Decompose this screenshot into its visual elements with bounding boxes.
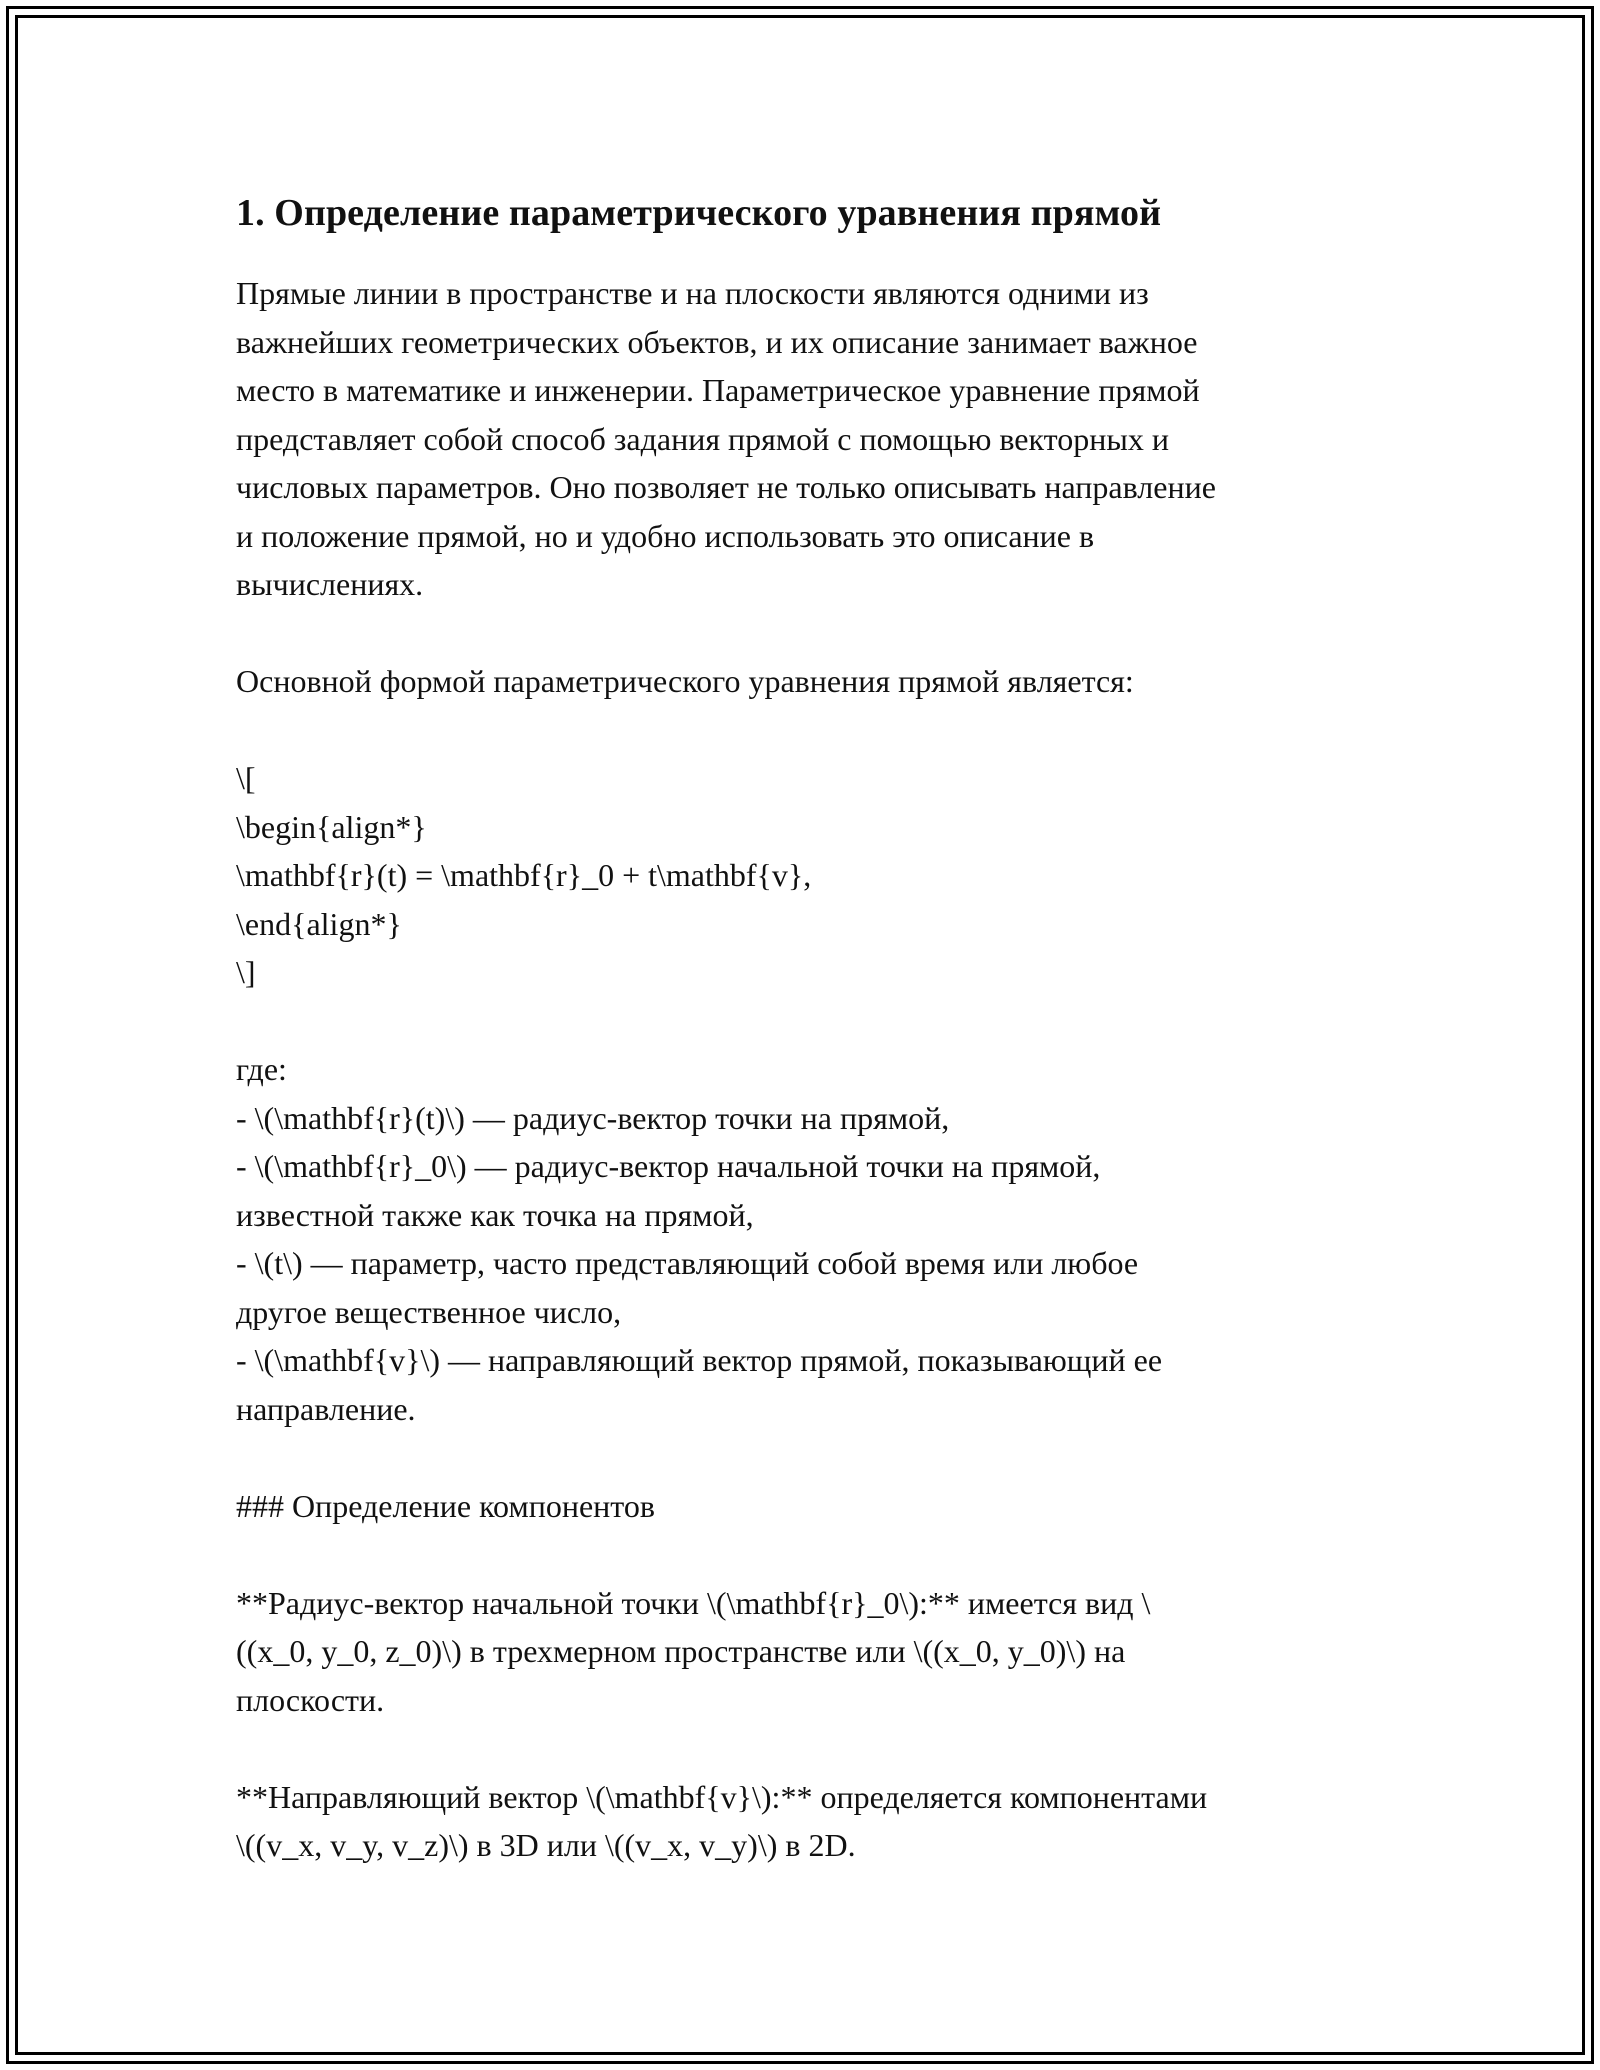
spacer xyxy=(236,1724,1396,1773)
spacer xyxy=(236,706,1396,755)
spacer xyxy=(236,1530,1396,1579)
direction-vector-paragraph: **Направляющий вектор \(\mathbf{v}\):** определяется компонентами \((v_x, v_y, v_z)\) в 3D или \((v_x, v_y)\) в 2D. xyxy=(236,1778,1208,1863)
equation-block: \[ \begin{align*} \mathbf{r}(t) = \mathbf{r}_0 + t\mathbf{v}, \end{align*} \] xyxy=(236,760,812,990)
components-subheading: ### Определение компонентов xyxy=(236,1487,655,1524)
spacer xyxy=(236,1433,1396,1482)
radius-vector-paragraph: **Радиус-вектор начальной точки \(\mathbf{r}_0\):** имеется вид \ ((x_0, y_0, z_0)\) в трехмерном пространстве или \((x_0, y_0)\) на плоскости. xyxy=(236,1584,1151,1718)
where-list: где: - \(\mathbf{r}(t)\) — радиус-вектор точки на прямой, - \(\mathbf{r}_0\) — радиус-вектор начальной точки на прямой, известной также как точка на прямой, - \(t\) — параметр, часто представляющий собой время или любое другое вещественное число, - \(\mathbf{v}\) — направляющий вектор прямой, показывающий ее направление. xyxy=(236,1051,1163,1427)
section-heading: 1. Определение параметрического уравнения прямой xyxy=(236,192,1162,234)
spacer xyxy=(236,997,1396,1046)
intro-paragraph: Прямые линии в пространстве и на плоскости являются одними из важнейших геометрических объектов, и их описание занимает важное место в математике и инженерии. Параметрическое уравнение прямой представляет собой способ задания прямой с помощью векторных и числовых параметров. Оно позволяет не только описывать направление и положение прямой, но и удобно использовать это описание в вычислениях. xyxy=(236,275,1216,602)
spacer xyxy=(236,609,1396,658)
main-form-paragraph: Основной формой параметрического уравнения прямой является: xyxy=(236,663,1134,699)
document-body xyxy=(236,185,1396,1870)
